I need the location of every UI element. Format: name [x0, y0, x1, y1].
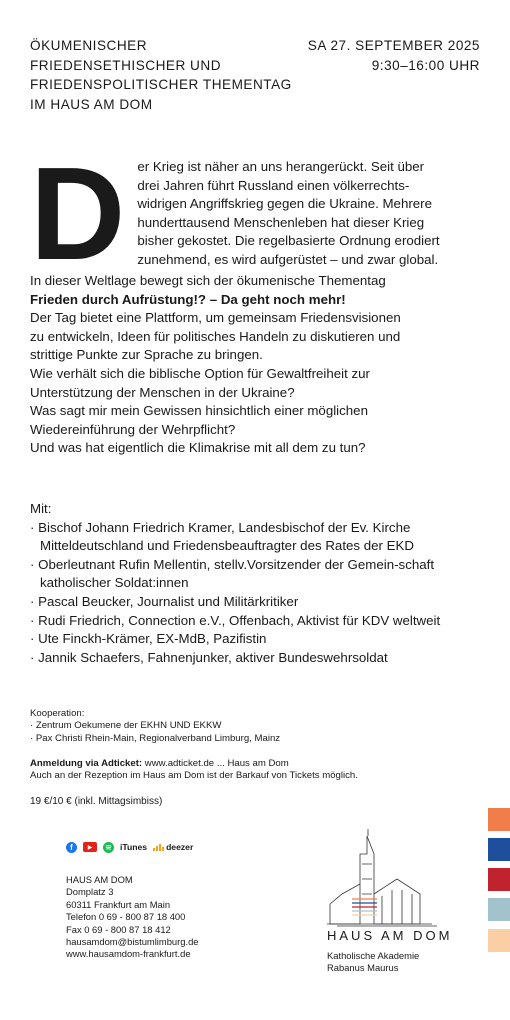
list-item: · Jannik Schaefers, Fahnenjunker, aktiver Bundeswehrsoldat — [30, 649, 388, 665]
itunes-link[interactable]: iTunes — [120, 842, 148, 852]
event-title: ÖKUMENISCHER FRIEDENSETHISCHER UND FRIEDENSPOLITISCHER THEMENTAG IM HAUS AM DOM — [30, 38, 292, 112]
registration-info: Anmeldung via Adticket: www.adticket.de ... Haus am Dom Auch an der Rezeption im Haus am Dom ist der Barkauf von Tickets möglich. — [30, 758, 358, 782]
facebook-icon[interactable]: f — [66, 842, 77, 853]
event-time: 9:30–16:00 UHR — [371, 57, 480, 73]
speakers-list — [30, 519, 482, 668]
ticket-link[interactable]: www.adticket.de ... Haus am Dom — [142, 758, 289, 769]
list-item: · Rudi Friedrich, Connection e.V., Offenbach, Aktivist für KDV weltweit — [30, 612, 441, 628]
color-swatch — [488, 838, 510, 861]
color-swatch — [488, 929, 510, 952]
list-item: · Ute Finckh-Krämer, EX-MdB, Pazifistin — [30, 631, 267, 647]
deezer-icon — [153, 843, 164, 851]
dropcap: D — [30, 140, 126, 287]
event-date-day: SA 27. SEPTEMBER 2025 — [307, 38, 480, 53]
price: 19 €/10 € (inkl. Mittagsimbiss) — [30, 796, 163, 807]
email-link[interactable]: hausamdom@bistumlimburg.de — [66, 936, 199, 948]
speakers-label: Mit: — [30, 501, 52, 516]
list-item: · Pascal Beucker, Journalist und Militärkritiker — [30, 593, 299, 609]
color-swatch — [488, 898, 510, 921]
intro-text: D er Krieg ist näher an uns herangerückt. Seit über drei Jahren führt Russland einen völkerrechts- widrigen Angriffskrieg gegen die Ukraine. Mehrere hunderttausend Menschenleben hat dieser Krieg bisher gekostet. Die regelbasierte Ordnung erodiert zunehmend, es wird aufgerüstet – und zwar global. In dieser Weltlage bewegt sich der ökumenische Thementag Frieden durch Aufrüstung!? – Da geht noch mehr! Der Tag bietet eine Plattform, um gemeinsam Friedensvisionen zu entwickeln, Ideen für politisches Handeln zu diskutieren und strittige Punkte zur Sprache zu bringen. Wie verhält sich die biblische Option für Gewaltfreiheit zur Unterstützung der Menschen in der Ukraine? Was sagt mir mein Gewissen hinsichtlich einer möglichen Wiedereinführung der Wehrpflicht? Und was hat eigentlich die Klimakrise mit all dem zu tun? — [30, 158, 482, 458]
color-swatch — [488, 868, 510, 891]
website-link[interactable]: www.hausamdom-frankfurt.de — [66, 948, 191, 960]
deezer-link[interactable]: deezer — [153, 842, 193, 852]
kooperation: Kooperation: · Zentrum Oekumene der EKHN UND EKKW · Pax Christi Rhein-Main, Regionalverband Limburg, Mainz — [30, 708, 281, 744]
color-swatch — [488, 808, 510, 831]
list-item: · Oberleutnant Rufin Mellentin, stellv.Vorsitzender der Gemein-schaft katholischer Soldat:innen — [30, 556, 435, 591]
speakers-section — [30, 500, 482, 667]
contact-address: HAUS AM DOM Domplatz 3 60311 Frankfurt am Main Telefon 0 69 - 800 87 18 400 Fax 0 69 - 800 87 18 412 hausamdom@bistumlimburg.de www.hausamdom-frankfurt.de — [66, 874, 199, 960]
logo-name: HAUS AM DOM — [327, 928, 453, 943]
registration-label: Anmeldung via Adticket: — [30, 758, 143, 769]
headline: Frieden durch Aufrüstung!? – Da geht noch mehr! — [30, 291, 346, 307]
youtube-icon[interactable]: ▶ — [83, 842, 97, 852]
event-date — [308, 36, 480, 75]
spotify-icon[interactable] — [103, 842, 114, 853]
logo-subtitle: Katholische Akademie Rabanus Maurus — [327, 950, 420, 974]
social-icons — [66, 840, 193, 854]
list-item: · Bischof Johann Friedrich Kramer, Landesbischof der Ev. Kirche Mitteldeutschland und Friedensbeauftragter des Rates der EKD — [30, 519, 415, 554]
